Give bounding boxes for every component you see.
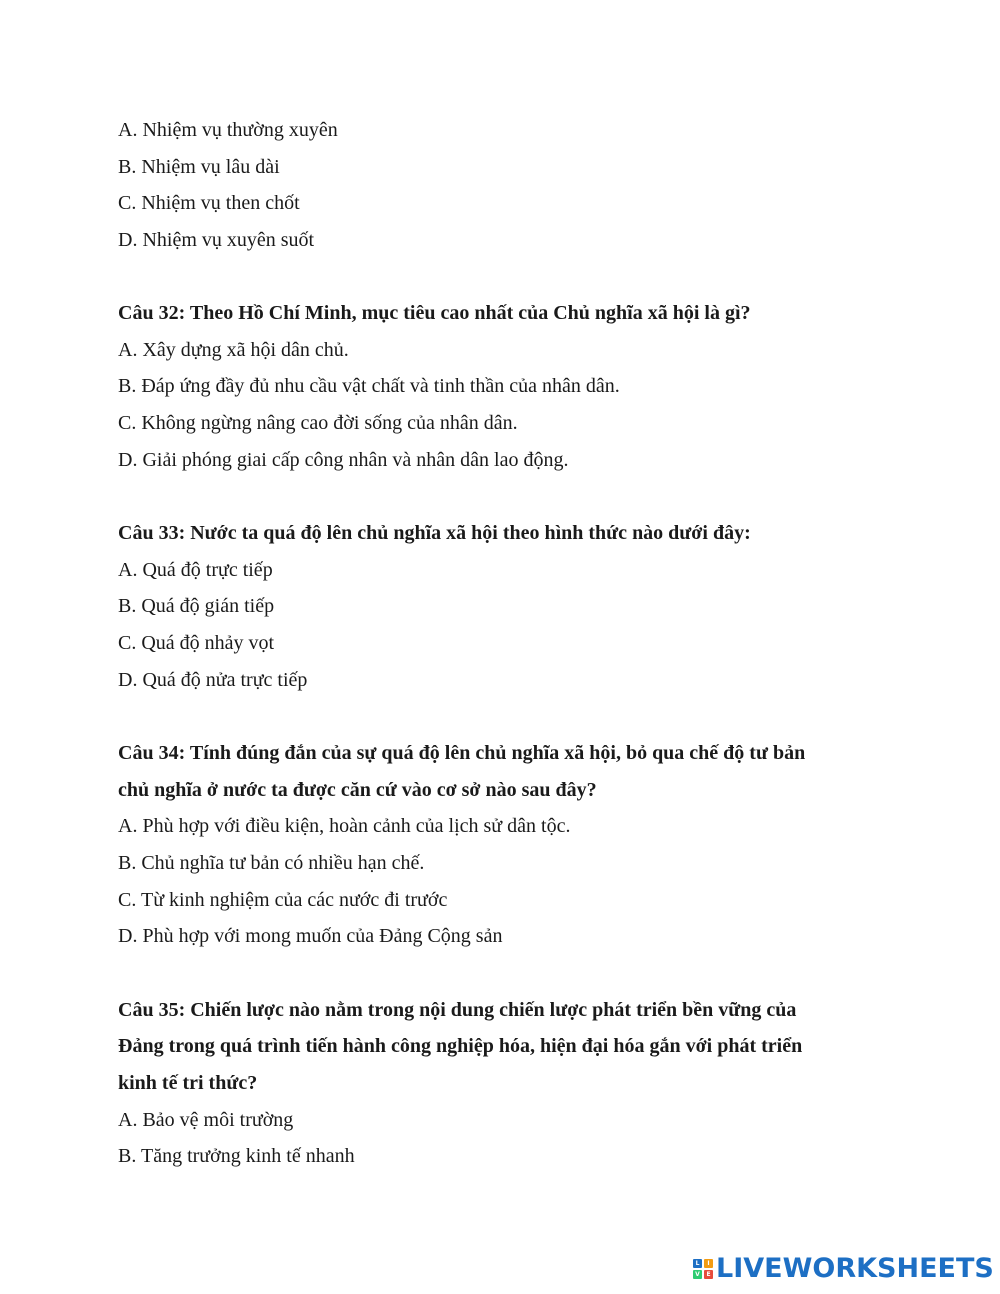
logo-block-l: L [693,1259,702,1268]
logo-block-e: E [704,1270,713,1279]
q32-option-c: C. Không ngừng nâng cao đời sống của nhân dân. [118,412,518,434]
prev-option-c: C. Nhiệm vụ then chốt [118,192,300,214]
q33-option-b: B. Quá độ gián tiếp [118,595,275,617]
q35-option-a: A. Bảo vệ môi trường [118,1109,294,1131]
prev-option-a: A. Nhiệm vụ thường xuyên [118,119,338,141]
question-35-line-3: kinh tế tri thức? [118,1072,258,1094]
liveworksheets-logo-icon [693,1259,713,1279]
logo-block-i: I [704,1259,713,1268]
question-35-line-1: Câu 35: Chiến lược nào nằm trong nội dung chiến lược phát triển bền vững của [118,999,797,1021]
q33-option-d: D. Quá độ nửa trực tiếp [118,669,308,691]
q34-option-b: B. Chủ nghĩa tư bản có nhiều hạn chế. [118,852,425,874]
q32-option-a: A. Xây dựng xã hội dân chủ. [118,339,349,361]
q33-option-c: C. Quá độ nhảy vọt [118,632,275,654]
q34-option-a: A. Phù hợp với điều kiện, hoàn cảnh của lịch sử dân tộc. [118,815,571,837]
question-34-line-1: Câu 34: Tính đúng đắn của sự quá độ lên chủ nghĩa xã hội, bỏ qua chế độ tư bản [118,742,806,764]
prev-option-d: D. Nhiệm vụ xuyên suốt [118,229,315,251]
liveworksheets-logo-text: LIVEWORKSHEETS [716,1253,994,1284]
q34-option-d: D. Phù hợp với mong muốn của Đảng Cộng sản [118,925,503,947]
question-34-line-2: chủ nghĩa ở nước ta được căn cứ vào cơ sở nào sau đây? [118,779,597,801]
logo-block-v: V [693,1270,702,1279]
question-35-line-2: Đảng trong quá trình tiến hành công nghiệp hóa, hiện đại hóa gắn với phát triển [118,1035,803,1057]
q32-option-b: B. Đáp ứng đầy đủ nhu cầu vật chất và tinh thần của nhân dân. [118,375,620,397]
question-33: Câu 33: Nước ta quá độ lên chủ nghĩa xã hội theo hình thức nào dưới đây: [118,522,751,544]
q34-option-c: C. Từ kinh nghiệm của các nước đi trước [118,889,448,911]
q35-option-b: B. Tăng trưởng kinh tế nhanh [118,1145,355,1167]
q32-option-d: D. Giải phóng giai cấp công nhân và nhân dân lao động. [118,449,569,471]
prev-option-b: B. Nhiệm vụ lâu dài [118,156,280,178]
question-32: Câu 32: Theo Hồ Chí Minh, mục tiêu cao nhất của Chủ nghĩa xã hội là gì? [118,302,751,324]
q33-option-a: A. Quá độ trực tiếp [118,559,273,581]
liveworksheets-logo [693,1253,994,1285]
